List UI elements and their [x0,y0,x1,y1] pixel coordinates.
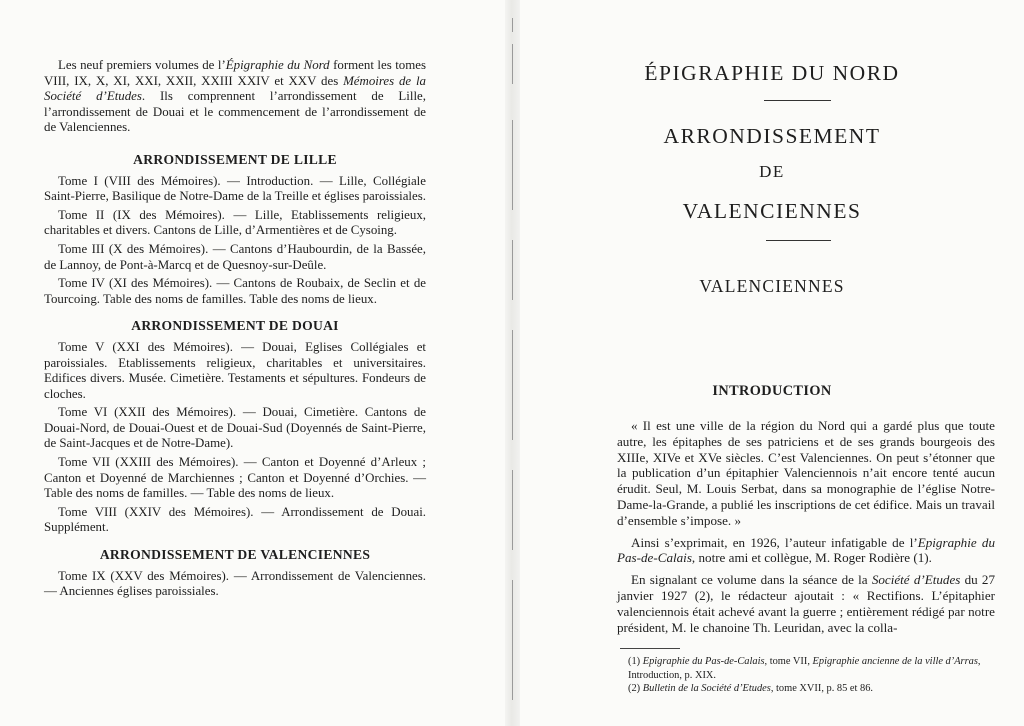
p3-text-a: En signalant ce volume dans la séance de la [631,572,872,588]
intro-text-c: forment les tomes VIII, IX, X, XI, XXI, XXII, XXIII XXIV et XXV des [44,58,426,88]
footnote-rule [620,648,680,649]
p2-text-c: , notre ami et collègue, M. Roger Rodière (1). [691,550,932,566]
tome-entry: Tome VI (XXII des Mémoires). — Douai, Cimetière. Cantons de Douai-Nord, de Douai-Ouest et de Douai-Sud (Doyennés de Saint-Pierre, de Saint-Jacques et de Notre-Dame). [44,405,426,451]
left-page [0,0,505,726]
intro-paragraph [44,58,426,136]
introduction-text [617,418,995,635]
title-rule [764,100,831,101]
paragraph-2 [617,535,995,567]
gutter-mark [512,18,513,32]
tome-entry: Tome VIII (XXIV des Mémoires). — Arrondissement de Douai. Supplément. [44,504,426,535]
subtitle-rule [766,240,831,241]
fn1-c: , tome VII, [764,656,813,667]
fn2-b: Bulletin de la Société d’Etudes [642,683,771,695]
right-page [520,0,1024,726]
left-page-text [44,58,426,600]
intro-text-b: Épigraphie du Nord [225,58,330,72]
gutter-mark [512,470,513,550]
tome-entry: Tome IX (XXV des Mémoires). — Arrondissement de Valenciennes. — Anciennes églises paroissiales. [44,568,426,599]
fn1-e: , Introduction, p. XIX. [628,656,981,681]
tome-entry: Tome I (VIII des Mémoires). — Introduction. — Lille, Collégiale Saint-Pierre, Basilique de Notre-Dame de la Treille et églises paroissiales. [44,173,426,204]
gutter-mark [512,330,513,440]
footnote-1 [620,655,1000,682]
intro-text-a: Les neuf premiers volumes de l’ [58,58,226,72]
book-gutter [505,0,520,726]
p2-text-a: Ainsi s’exprimait, en 1926, l’auteur infatigable de l’ [631,534,918,550]
footnote-2 [620,682,1000,696]
footnotes [620,655,1000,696]
heading-valenciennes: ARRONDISSEMENT DE VALENCIENNES [99,547,371,563]
fn2-a: (2) [628,683,643,695]
subtitle-line2: DE [759,162,785,181]
gutter-mark [512,240,513,300]
section-title: VALENCIENNES [699,276,845,296]
fn1-a: (1) [628,656,643,667]
fn2-c: , tome XVII, p. 85 et 86. [770,683,873,695]
heading-lille: ARRONDISSEMENT DE LILLE [133,151,337,167]
gutter-mark [512,120,513,210]
tome-entry: Tome III (X des Mémoires). — Cantons d’Haubourdin, de la Bassée, de Lannoy, de Pont-à-Marcq et de Quesnoy-sur-Deûle. [44,241,426,272]
p3-text-b: Société d’Etudes [871,572,961,588]
subtitle-line3: VALENCIENNES [682,199,862,223]
heading-douai: ARRONDISSEMENT DE DOUAI [131,318,339,334]
introduction-heading: INTRODUCTION [712,383,832,399]
tome-entry: Tome VII (XXIII des Mémoires). — Canton et Doyenné d’Arleux ; Canton et Doyenné de Marchiennes ; Canton et Doyenné d’Orchies. — Table des noms de familles. — Table des noms de lieux. [44,455,426,501]
gutter-mark [512,44,513,84]
book-title: ÉPIGRAPHIE DU NORD [644,61,900,85]
gutter-mark [512,580,513,700]
p2-text-b: Epigraphie du Pas-de-Calais [617,534,995,566]
tome-entry: Tome II (IX des Mémoires). — Lille, Etablissements religieux, charitables et divers. Cantons de Lille, d’Armentières et de Cysoing. [44,207,426,238]
tome-entry: Tome V (XXI des Mémoires). — Douai, Eglises Collégiales et paroissiales. Etablissements religieux, charitables et universitaires. Edifices divers. Musée. Cimetière. Testaments et sépultures. Fondeurs de cloches. [44,339,426,401]
p3-text-c: du 27 janvier 1927 (2), le rédacteur ajoutait : « Rectifions. L’épitaphier valenciennois était achevé avant la guerre ; entièrement rédigé par notre président, M. le chanoine Th. Leuridan, avec la colla- [617,572,996,635]
subtitle-line1: ARRONDISSEMENT [663,124,881,148]
intro-text-d: Mémoires de la Société d’Etudes [44,73,427,104]
intro-text-e: . Ils comprennent l’arrondissement de Lille, l’arrondissement de Douai et le commencement de l’arrondissement de de Valenciennes. [44,89,426,135]
paragraph-3 [617,572,995,635]
fn1-b: Epigraphie du Pas-de-Calais [642,656,765,667]
fn1-d: Epigraphie ancienne de la ville d’Arras [812,656,978,667]
tome-entry: Tome IV (XI des Mémoires). — Cantons de Roubaix, de Seclin et de Tourcoing. Table des noms de familles. Table des noms de lieux. [44,276,426,306]
paragraph-1: « Il est une ville de la région du Nord qui a gardé plus que toute autre, les épitaphes de ses patriciens et de ses grands bourgeois des XIIIe, XIVe et XVe siècles. C’est Valenciennes. On peut s’étonner que la publication d’un épitaphier Valenciennois n’ait encore tenté aucun érudit. Seul, M. Louis Serbat, dans sa monographie de l’église Notre-Dame-la-Grande, a publié les inscriptions de cet édifice. Mais un travail d’ensemble s’impose. » [617,418,995,528]
